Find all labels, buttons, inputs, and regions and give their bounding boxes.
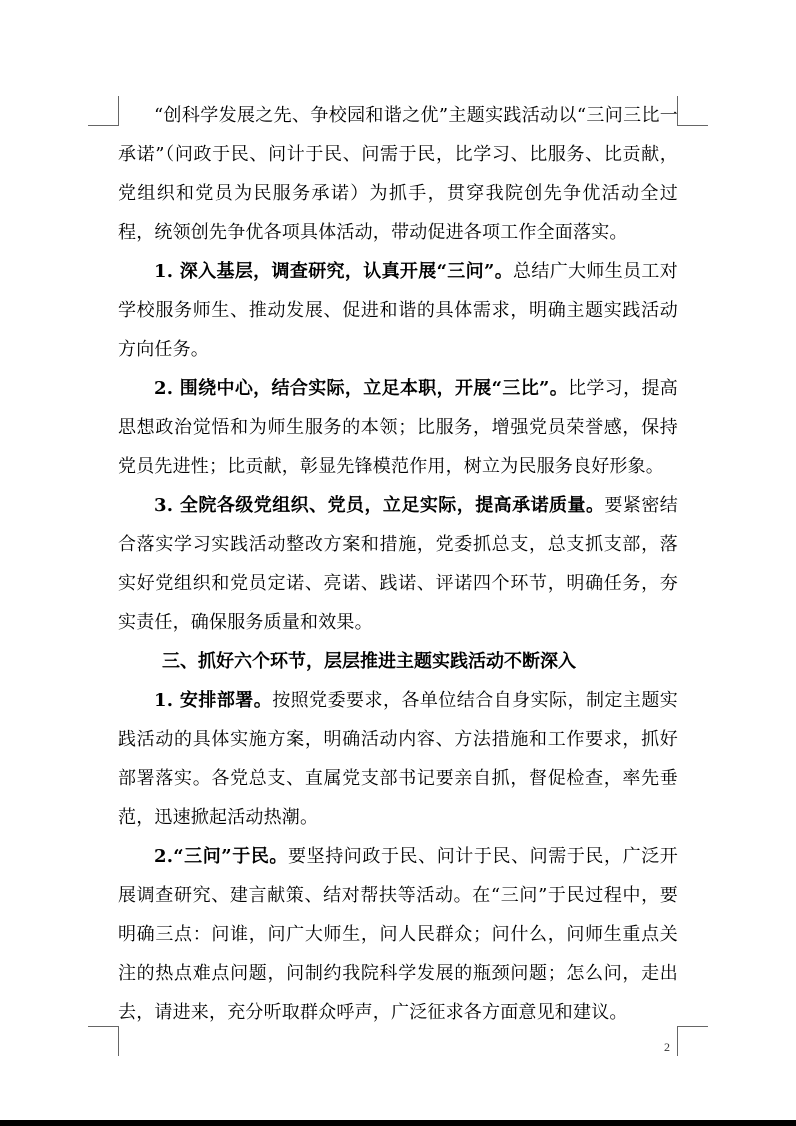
item-3-body: 要紧密结合落实学习实践活动整改方案和措施，党委抓总支，总支抓支部，落实好党组织和党员定诺、亮诺、践诺、评诺四个环节，明确任务，夯实责任，确保服务质量和效果。 xyxy=(118,495,678,633)
item-1-paragraph xyxy=(118,252,678,369)
intro-paragraph: “创科学发展之先、争校园和谐之优”主题实践活动以“三问三比一承诺”（问政于民、问计于民、问需于民，比学习、比服务、比贡献，党组织和党员为民服务承诺）为抓手，贯穿我院创先争优活动全过程，统领创先争优各项具体活动，带动促进各项工作全面落实。 xyxy=(118,105,678,243)
crop-mark-bottom-left-h xyxy=(88,1026,118,1027)
step-2-body: 要坚持问政于民、问计于民、问需于民，广泛开展调查研究、建言献策、结对帮扶等活动。在“三问”于民过程中，要明确三点：问谁，问广大师生，问人民群众；问什么，问师生重点关注的热点难点问题，问制约我院科学发展的瓶颈问题；怎么问，走出去，请进来，充分听取群众呼声，广泛征求各方面意见和建议。 xyxy=(118,846,678,1023)
item-1-body: 总结广大师生员工对学校服务师生、推动发展、促进和谐的具体需求，明确主题实践活动方向任务。 xyxy=(118,261,678,360)
item-3-paragraph xyxy=(118,486,678,642)
step-1-paragraph xyxy=(118,681,678,837)
item-2-body: 比学习，提高思想政治觉悟和为师生服务的本领；比服务，增强党员荣誉感，保持党员先进性；比贡献，彰显先锋模范作用，树立为民服务良好形象。 xyxy=(118,378,678,477)
item-2-paragraph xyxy=(118,369,678,486)
item-1-heading: 1. 深入基层，调查研究，认真开展“三问”。 xyxy=(154,261,514,282)
page-number: 2 xyxy=(664,1040,670,1054)
crop-mark-bottom-right-h xyxy=(678,1026,708,1027)
section-3-title: 三、抓好六个环节，层层推进主题实践活动不断深入 xyxy=(162,651,576,672)
document-body xyxy=(118,96,678,1032)
item-2-heading: 2. 围绕中心，结合实际，立足本职，开展“三比”。 xyxy=(154,378,569,399)
step-2-heading: 2.“三问”于民。 xyxy=(154,846,289,867)
step-1-heading: 1. 安排部署。 xyxy=(154,690,273,711)
step-1-body: 按照党委要求，各单位结合自身实际，制定主题实践活动的具体实施方案，明确活动内容、方法措施和工作要求，抓好部署落实。各党总支、直属党支部书记要亲自抓，督促检查，率先垂范，迅速掀起活动热潮。 xyxy=(118,690,678,828)
page-bottom-border xyxy=(0,1120,796,1126)
item-3-heading: 3. 全院各级党组织、党员，立足实际，提高承诺质量。 xyxy=(154,495,605,516)
step-2-paragraph xyxy=(118,837,678,1032)
crop-mark-top-left-h xyxy=(88,125,118,126)
crop-mark-top-right-h xyxy=(678,125,708,126)
